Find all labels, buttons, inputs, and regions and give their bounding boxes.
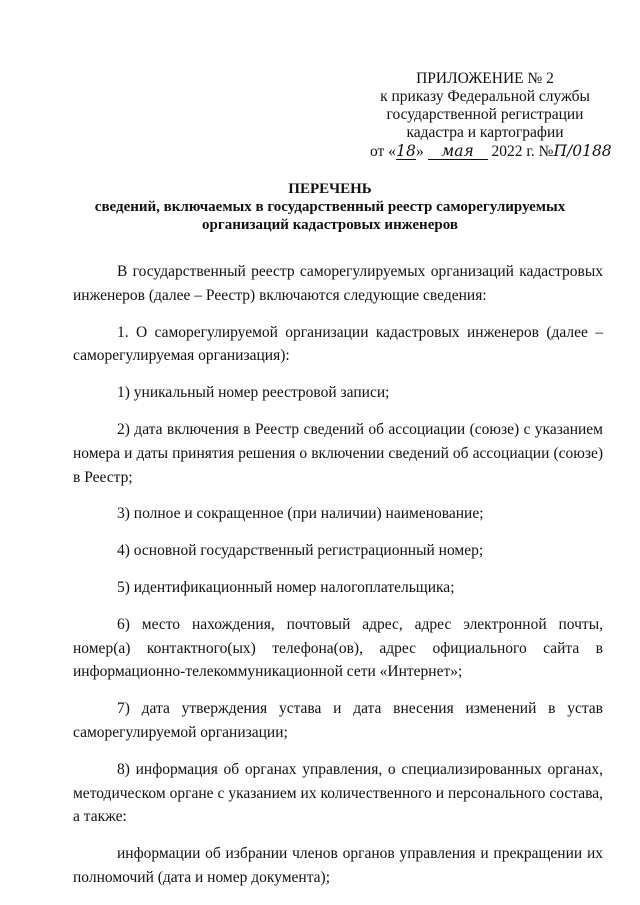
- paragraph-item-6: 6) место нахождения, почтовый адрес, адрес электронной почты, номер(а) контактного(ых) телефона(ов), адрес официального сайта в информационно-телекоммуникационной сети «Интернет»;: [73, 615, 603, 681]
- title-heading: ПЕРЕЧЕНЬ: [288, 181, 372, 197]
- date-day: 18: [396, 142, 416, 160]
- order-date-line: [370, 142, 612, 161]
- date-mid: »: [415, 143, 424, 160]
- appendix-label: ПРИЛОЖЕНИЕ № 2: [416, 70, 554, 87]
- order-number: П/0188: [553, 142, 612, 160]
- paragraph-item-1: 1) уникальный номер реестровой записи;: [117, 384, 390, 402]
- paragraph-item-3: 3) полное и сокращенное (при наличии) наименование;: [117, 505, 484, 523]
- paragraph-item-7: 7) дата утверждения устава и дата внесения изменений в устав саморегулируемой организации;: [73, 700, 603, 741]
- document-title: [70, 180, 590, 234]
- paragraph-item-8-sub: информации об избрании членов органов управления и прекращении их полномочий (дата и номер документа);: [73, 845, 603, 886]
- agency-name-line-2: кадастра и картографии: [406, 124, 564, 141]
- agency-name-line-1: государственной регистрации: [386, 106, 584, 123]
- paragraph-item-2: 2) дата включения в Реестр сведений об ассоциации (союзе) с указанием номера и даты принятия решения о включении сведений об ассоциации (союзе) в Реестр;: [73, 420, 603, 486]
- order-reference-line: к приказу Федеральной службы: [380, 88, 590, 105]
- paragraph-section-1: 1. О саморегулируемой организации кадастровых инженеров (далее – саморегулируемая организация):: [73, 323, 603, 365]
- paragraph-item-5: 5) идентификационный номер налогоплательщика;: [117, 578, 455, 596]
- appendix-header: [370, 70, 612, 161]
- date-year: 2022 г. №: [491, 143, 554, 160]
- paragraph-intro: В государственный реестр саморегулируемых организаций кадастровых инженеров (далее – Реестр) включаются следующие сведения:: [73, 263, 603, 304]
- title-subtitle-2: организаций кадастровых инженеров: [202, 217, 458, 233]
- title-subtitle-1: сведений, включаемых в государственный реестр саморегулируемых: [94, 199, 566, 215]
- document-body: [73, 260, 603, 903]
- paragraph-item-4: 4) основной государственный регистрационный номер;: [117, 542, 484, 560]
- paragraph-item-8: 8) информация об органах управления, о специализированных органах, методическом органе с указанием их количественного и персонального состава, а также:: [73, 760, 603, 826]
- date-prefix: от «: [370, 143, 396, 160]
- date-month: мая: [428, 144, 488, 160]
